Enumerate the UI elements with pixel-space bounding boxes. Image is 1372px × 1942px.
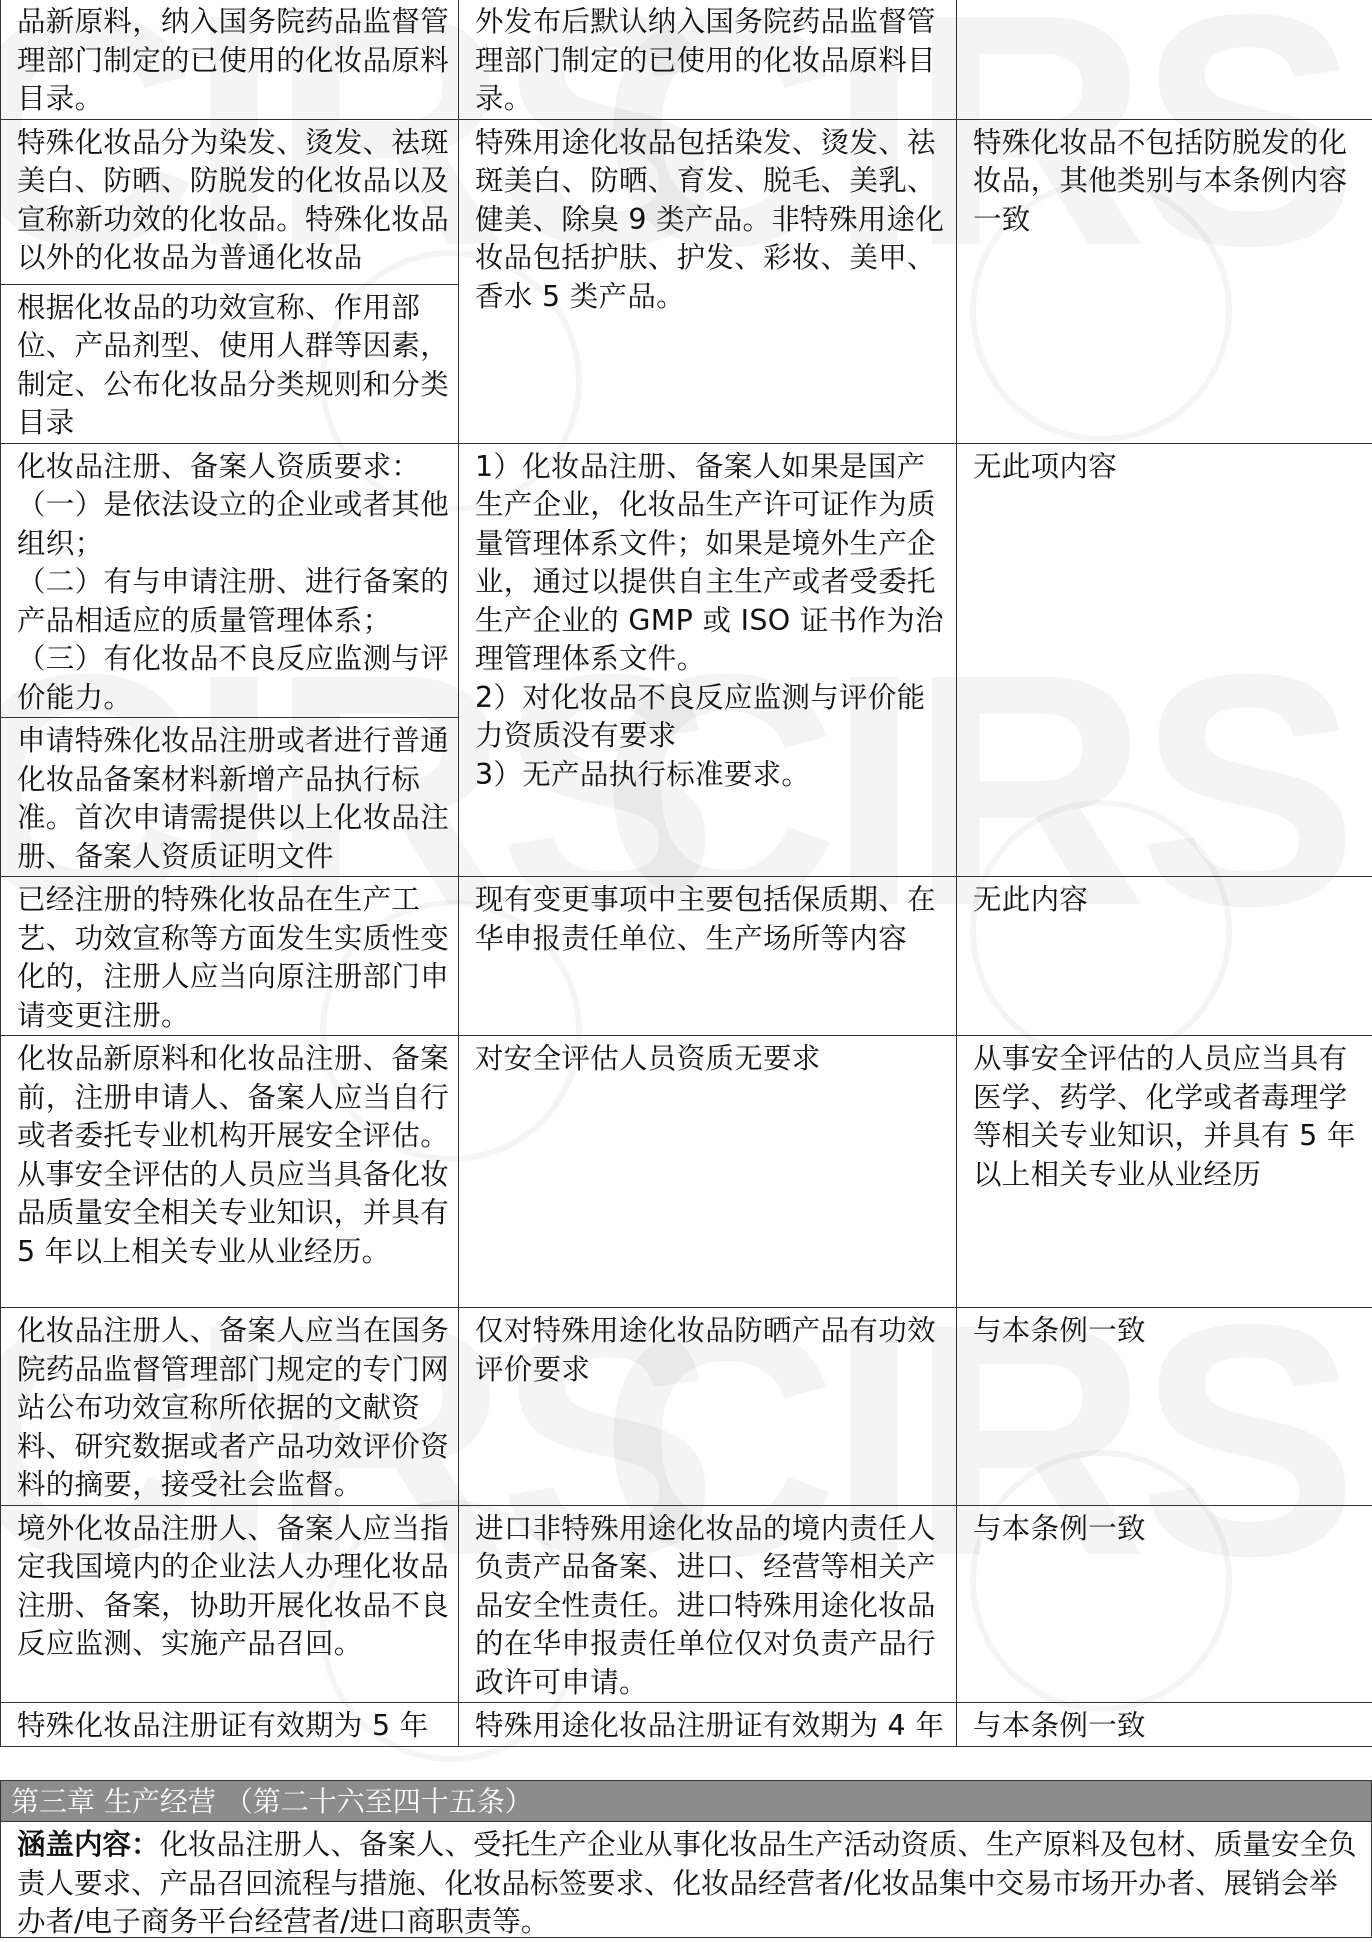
cell-current: 特殊用途化妆品包括染发、烫发、祛斑美白、防晒、育发、脱毛、美乳、健美、除臭 9 类产品。非特殊用途化妆品包括护肤、护发、彩妆、美甲、香水 5 类产品。 [459,119,957,443]
cell-regulation: 境外化妆品注册人、备案人应当指定我国境内的企业法人办理化妆品注册、备案，协助开展化妆品不良反应监测、实施产品召回。 [1,1505,459,1703]
chapter-title: 第三章 生产经营 （第二十六至四十五条） [0,1780,1372,1822]
cell-comparison: 与本条例一致 [957,1308,1372,1506]
cell-comparison: 与本条例一致 [957,1505,1372,1703]
table-row [1,0,1372,119]
cell-regulation: 化妆品注册、备案人资质要求： （一）是依法设立的企业或者其他组织； （二）有与申请注册、进行备案的产品相适应的质量管理体系； （三）有化妆品不良反应监测与评价能力。 [1,443,459,718]
table-row [1,1308,1372,1506]
cell-current: 1）化妆品注册、备案人如果是国产生产企业，化妆品生产许可证作为质量管理体系文件；如果是境外生产企业，通过以提供自主生产或者受委托生产企业的 GMP 或 ISO 证书作为治理管理体系文件。 2）对化妆品不良反应监测与评价能力资质没有要求 3）无产品执行标准要求。 [459,443,957,877]
cell-comparison: 与本条例一致 [957,1703,1372,1747]
cell-comparison [957,0,1372,119]
cell-regulation: 品新原料，纳入国务院药品监督管理部门制定的已使用的化妆品原料目录。 [1,0,459,119]
cell-current: 仅对特殊用途化妆品防晒产品有功效评价要求 [459,1308,957,1506]
cell-comparison: 无此项内容 [957,443,1372,877]
chapter-section [0,1780,1372,1938]
chapter-summary-label: 涵盖内容： [17,1828,160,1861]
chapter-summary-text: 化妆品注册人、备案人、受托生产企业从事化妆品生产活动资质、生产原料及包材、质量安全负责人要求、产品召回流程与措施、化妆品标签要求、化妆品经营者/化妆品集中交易市场开办者、展销会举办者/电子商务平台经营者/进口商职责等。 [17,1828,1357,1938]
table-row [1,1703,1372,1747]
cell-regulation: 申请特殊化妆品注册或者进行普通化妆品备案材料新增产品执行标准。首次申请需提供以上化妆品注册、备案人资质证明文件 [1,718,459,877]
cell-regulation: 根据化妆品的功效宣称、作用部位、产品剂型、使用人群等因素，制定、公布化妆品分类规则和分类目录 [1,284,459,443]
cell-regulation: 化妆品新原料和化妆品注册、备案前，注册申请人、备案人应当自行或者委托专业机构开展安全评估。从事安全评估的人员应当具备化妆品质量安全相关专业知识，并具有 5 年以上相关专业从业经历。 [1,1036,459,1308]
table-row [1,443,1372,718]
cell-comparison: 特殊化妆品不包括防脱发的化妆品，其他类别与本条例内容一致 [957,119,1372,443]
cell-current: 对安全评估人员资质无要求 [459,1036,957,1308]
table-row [1,1505,1372,1703]
cell-current: 外发布后默认纳入国务院药品监督管理部门制定的已使用的化妆品原料目录。 [459,0,957,119]
table-row [1,119,1372,284]
cell-current: 现有变更事项中主要包括保质期、在华申报责任单位、生产场所等内容 [459,877,957,1036]
cell-current: 进口非特殊用途化妆品的境内责任人负责产品备案、进口、经营等相关产品安全性责任。进口特殊用途化妆品的在华申报责任单位仅对负责产品行政许可申请。 [459,1505,957,1703]
cell-regulation: 特殊化妆品注册证有效期为 5 年 [1,1703,459,1747]
cell-comparison: 无此内容 [957,877,1372,1036]
table-row [1,877,1372,1036]
cell-comparison: 从事安全评估的人员应当具有医学、药学、化学或者毒理学等相关专业知识，并具有 5 年以上相关专业从业经历 [957,1036,1372,1308]
cell-regulation: 化妆品注册人、备案人应当在国务院药品监督管理部门规定的专门网站公布功效宣称所依据的文献资料、研究数据或者产品功效评价资料的摘要，接受社会监督。 [1,1308,459,1506]
chapter-summary [0,1822,1372,1938]
cell-regulation: 特殊化妆品分为染发、烫发、祛斑美白、防晒、防脱发的化妆品以及宣称新功效的化妆品。特殊化妆品以外的化妆品为普通化妆品 [1,119,459,284]
cell-current: 特殊用途化妆品注册证有效期为 4 年 [459,1703,957,1747]
table-row [1,1036,1372,1308]
cell-regulation: 已经注册的特殊化妆品在生产工艺、功效宣称等方面发生实质性变化的，注册人应当向原注册部门申请变更注册。 [1,877,459,1036]
